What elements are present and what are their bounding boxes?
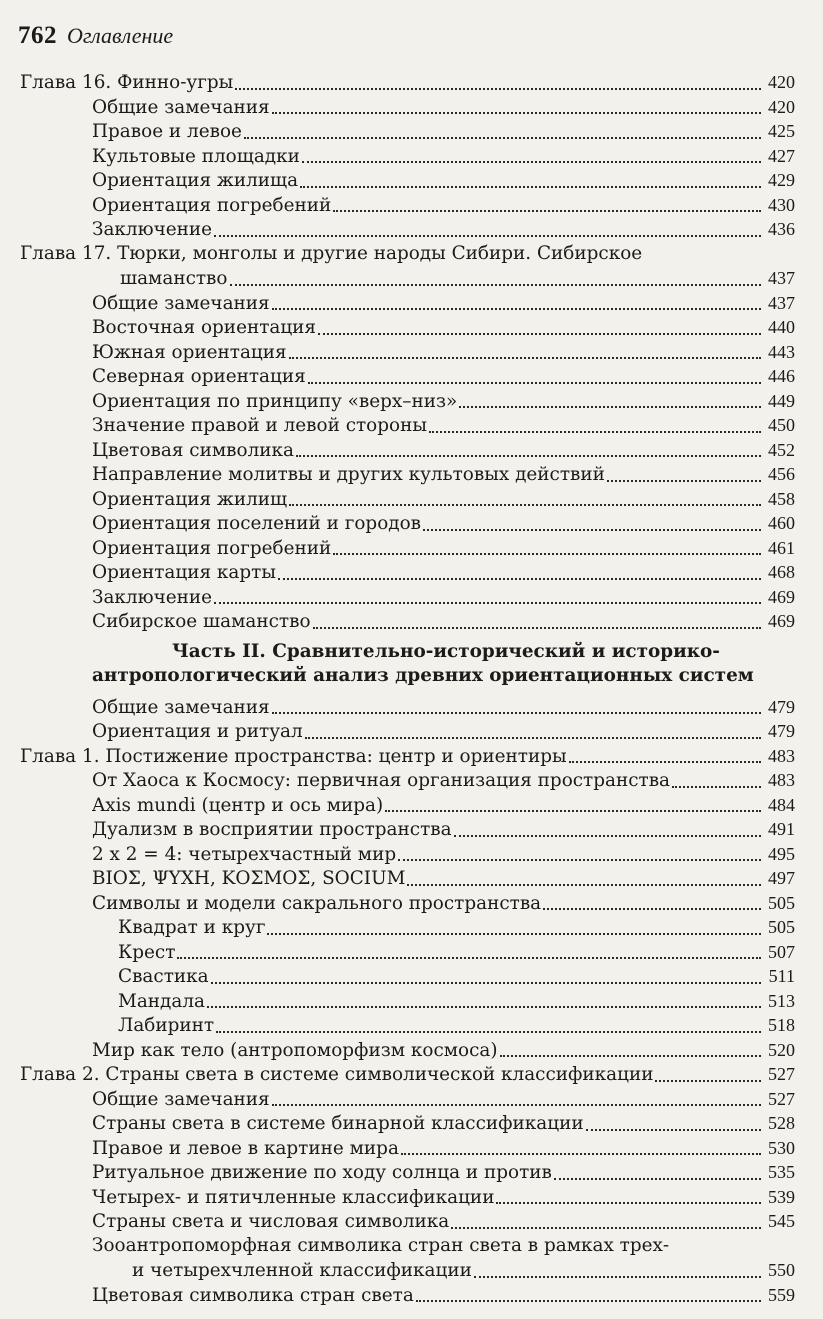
dot-leader — [216, 1031, 761, 1033]
toc-entry-title: Сибирское шаманство — [92, 611, 311, 632]
toc-entry-page: 425 — [768, 121, 795, 141]
toc-entry-title: Страны света и числовая символика — [92, 1211, 450, 1232]
toc-entry-title: Значение правой и левой стороны — [92, 415, 427, 436]
toc-entry-page: 443 — [768, 341, 795, 362]
dot-leader — [302, 161, 761, 163]
toc-entry-page: 559 — [768, 1284, 795, 1305]
toc-entry — [0, 768, 823, 793]
toc-entry-title: Культовые площадки — [92, 145, 300, 167]
dot-leader — [398, 859, 761, 861]
toc-entry — [0, 609, 823, 634]
toc-entry-page: 484 — [768, 794, 795, 815]
toc-entry-title: Северная ориентация — [92, 366, 306, 387]
toc-entry — [0, 364, 823, 389]
toc-entry — [0, 585, 823, 610]
toc-chapter-17-line2 — [0, 266, 823, 291]
page-number: 762 — [18, 22, 57, 49]
toc-part-heading-line1 — [0, 640, 823, 665]
toc-entry-title: Дуализм в восприятии пространства — [92, 819, 452, 840]
toc-entry — [0, 1160, 823, 1185]
toc-entry-title: Ритуальное движение по ходу солнца и против — [92, 1162, 552, 1183]
toc-entry — [0, 793, 823, 818]
toc-entry-page: 430 — [768, 194, 795, 215]
toc-entry-title: Символы и модели сакрального пространства — [92, 892, 542, 914]
dot-leader — [607, 480, 761, 482]
toc-entry-title: От Хаоса к Космосу: первичная организация пространства — [92, 770, 671, 791]
dot-leader — [423, 529, 761, 531]
toc-subentry — [0, 940, 823, 965]
toc-entry-title: Мандала — [118, 990, 205, 1012]
toc-subentry — [0, 1013, 823, 1038]
toc-entry-page: 545 — [768, 1211, 795, 1231]
dot-leader — [401, 1153, 761, 1155]
toc-entry-title: Ориентация жилища — [92, 170, 299, 191]
dot-leader — [500, 1055, 761, 1057]
dot-leader — [429, 431, 761, 433]
toc-entry-page: 429 — [768, 170, 795, 190]
toc-entry-page: 520 — [768, 1039, 795, 1060]
toc-entry — [0, 144, 823, 169]
toc-entry-title: Глава 17. Тюрки, монголы и другие народы Сибири. Сибирское — [20, 242, 643, 264]
toc-entry-page: 450 — [768, 415, 795, 435]
toc-entry-title: Цветовая символика — [92, 439, 294, 461]
dot-leader — [272, 112, 761, 114]
toc-entry-page: 440 — [768, 317, 795, 337]
dot-leader — [451, 1227, 761, 1229]
toc-entry-page: 420 — [768, 96, 795, 117]
toc-chapter-16 — [0, 70, 823, 95]
dot-leader — [543, 908, 761, 910]
toc-entry-title: Глава 2. Страны света в системе символической классификации — [20, 1064, 654, 1085]
dot-leader — [308, 382, 761, 384]
toc-entry-page: 535 — [768, 1162, 795, 1182]
toc-entry — [0, 536, 823, 561]
toc-chapter-17-line1 — [0, 242, 823, 267]
toc-entry — [0, 487, 823, 512]
toc-entry-title: Общие замечания — [92, 292, 270, 314]
dot-leader — [300, 186, 761, 188]
dot-leader — [496, 1202, 761, 1204]
toc-entry-page: 469 — [768, 586, 795, 607]
toc-entry-page: 449 — [768, 390, 795, 411]
toc-entry-page: 495 — [768, 843, 795, 864]
toc-entry-title: Лабиринт — [118, 1015, 215, 1036]
dot-leader — [244, 137, 761, 139]
toc-entry-page: 427 — [768, 145, 795, 166]
toc-entry — [0, 1209, 823, 1234]
toc-entry — [0, 193, 823, 218]
toc-entry-page: 436 — [768, 219, 795, 239]
dot-leader — [554, 1178, 761, 1180]
toc-entry-page: 527 — [768, 1088, 795, 1109]
toc-entry — [0, 842, 823, 867]
toc-entry-title: Ориентация и ритуал — [92, 721, 303, 742]
toc-entry-page: 513 — [768, 990, 795, 1011]
toc-entry — [0, 340, 823, 365]
toc-entry-page: 530 — [768, 1137, 795, 1158]
toc-entry-title: Заключение — [92, 219, 213, 240]
toc-entry-title: Общие замечания — [92, 96, 270, 118]
dot-leader — [289, 357, 761, 359]
toc-entry-title: Общие замечания — [92, 1088, 270, 1110]
dot-leader — [296, 455, 761, 457]
toc-entry — [0, 719, 823, 744]
dot-leader — [272, 1104, 761, 1106]
toc-entry-title: Ориентация погребений — [92, 537, 332, 559]
dot-leader — [474, 1276, 761, 1278]
toc-entry-title: Глава 16. Финно-угры — [20, 72, 234, 93]
part-title: Часть II. Сравнительно-исторический и историко- — [172, 640, 720, 662]
toc-entry — [0, 217, 823, 242]
dot-leader — [318, 333, 761, 335]
toc-entry — [0, 413, 823, 438]
dot-leader — [333, 553, 761, 555]
toc-entry-title: Четырех- и пятичленные классификации — [92, 1186, 495, 1208]
toc-entry-title: Правое и левое в картине мира — [92, 1137, 399, 1159]
dot-leader — [655, 1080, 761, 1082]
toc-entry-title: Глава 1. Постижение пространства: центр и ориентиры — [20, 745, 567, 767]
dot-leader — [278, 578, 761, 580]
toc-entry — [0, 462, 823, 487]
toc-entry-page: 469 — [768, 611, 795, 631]
toc-entry-page: 468 — [768, 562, 795, 582]
dot-leader — [289, 504, 761, 506]
toc-subentry — [0, 915, 823, 940]
toc-entry — [0, 695, 823, 720]
toc-entry-title: Свастика — [118, 966, 209, 987]
dot-leader — [272, 308, 761, 310]
dot-leader — [459, 406, 761, 408]
toc-entry-title: Восточная ориентация — [92, 317, 317, 338]
toc-entry-page: 420 — [768, 72, 795, 92]
toc-entry-page: 483 — [768, 770, 795, 790]
toc-entry-title: Направление молитвы и других культовых действий — [92, 464, 605, 485]
toc-entry-page: 461 — [768, 537, 795, 558]
toc-entry-title: Ориентация по принципу «верх–низ» — [92, 390, 458, 412]
toc-entry-page: 483 — [768, 745, 795, 766]
dot-leader — [672, 786, 761, 788]
toc-entry — [0, 817, 823, 842]
toc-entry — [0, 1087, 823, 1112]
part-title: антропологический анализ древних ориентационных систем — [92, 665, 754, 686]
toc-part-heading-line2 — [0, 664, 823, 689]
toc-entry-title: Ориентация жилищ — [92, 488, 288, 510]
toc-entry-page: 446 — [768, 366, 795, 386]
page-header — [18, 22, 173, 62]
dot-leader — [586, 1129, 761, 1131]
toc-entry — [0, 511, 823, 536]
toc-entry-title: Общие замечания — [92, 696, 270, 718]
toc-entry-title: Зооантропоморфная символика стран света в рамках трех- — [92, 1234, 670, 1256]
dot-leader — [569, 761, 761, 763]
toc-entry — [0, 291, 823, 316]
running-title: Оглавление — [67, 23, 174, 48]
toc-entry-page: 505 — [768, 892, 795, 913]
toc-entry-title: Мир как тело (антропоморфизм космоса) — [92, 1039, 498, 1061]
toc-entry-page: 456 — [768, 464, 795, 484]
toc-entry-title: ΒΙΟΣ, ΨΥΧΗ, ΚΟΣΜΟΣ, SOCIUM — [92, 868, 406, 889]
toc-entry — [0, 1111, 823, 1136]
toc-entry-title: Заключение — [92, 586, 213, 608]
dot-leader — [230, 284, 762, 286]
toc-entry-multiline-1 — [0, 1234, 823, 1259]
toc-entry-page: 527 — [768, 1064, 795, 1084]
dot-leader — [211, 982, 761, 984]
toc-entry-page: 511 — [768, 966, 795, 986]
toc-entry-page: 458 — [768, 488, 795, 509]
toc-entry-multiline-2 — [0, 1258, 823, 1283]
toc-entry-page: 479 — [768, 721, 795, 741]
toc-subentry — [0, 989, 823, 1014]
toc-entry-title: и четырехчленной классификации — [132, 1260, 472, 1281]
toc-entry-title: Квадрат и круг — [118, 917, 266, 938]
table-of-contents — [0, 70, 823, 1307]
toc-entry-page: 550 — [768, 1260, 795, 1280]
dot-leader — [177, 957, 761, 959]
dot-leader — [407, 884, 761, 886]
toc-entry-title: шаманство — [120, 268, 228, 289]
toc-chapter-1 — [0, 744, 823, 769]
dot-leader — [272, 712, 761, 714]
toc-entry-title: Южная ориентация — [92, 341, 287, 363]
toc-entry — [0, 438, 823, 463]
toc-entry-page: 479 — [768, 696, 795, 717]
dot-leader — [214, 602, 761, 604]
dot-leader — [313, 627, 761, 629]
toc-entry — [0, 866, 823, 891]
toc-entry-title: Ориентация поселений и городов — [92, 513, 422, 534]
toc-entry — [0, 389, 823, 414]
toc-entry-page: 491 — [768, 819, 795, 839]
toc-subentry — [0, 964, 823, 989]
toc-entry-page: 507 — [768, 941, 795, 962]
toc-entry — [0, 315, 823, 340]
toc-chapter-2 — [0, 1062, 823, 1087]
toc-entry — [0, 95, 823, 120]
toc-entry — [0, 1283, 823, 1308]
dot-leader — [333, 210, 761, 212]
toc-entry-title: Правое и левое — [92, 121, 242, 142]
toc-entry — [0, 119, 823, 144]
dot-leader — [235, 88, 761, 90]
dot-leader — [207, 1006, 761, 1008]
toc-entry-page: 437 — [768, 292, 795, 313]
toc-entry-title: Ориентация карты — [92, 562, 276, 583]
dot-leader — [385, 810, 761, 812]
toc-entry-title: 2 х 2 = 4: четырехчастный мир — [92, 843, 397, 865]
toc-entry-page: 460 — [768, 513, 795, 533]
toc-entry-page: 452 — [768, 439, 795, 460]
toc-entry — [0, 560, 823, 585]
toc-entry-page: 505 — [768, 917, 795, 937]
toc-entry-title: Крест — [118, 941, 176, 963]
dot-leader — [305, 737, 761, 739]
dot-leader — [267, 933, 761, 935]
toc-entry — [0, 1185, 823, 1210]
toc-entry-title: Axis mundi (центр и ось мира) — [92, 794, 384, 816]
dot-leader — [454, 835, 761, 837]
toc-entry-page: 539 — [768, 1186, 795, 1207]
toc-entry-page: 528 — [768, 1113, 795, 1133]
toc-entry — [0, 168, 823, 193]
toc-entry — [0, 1038, 823, 1063]
toc-entry — [0, 1136, 823, 1161]
toc-entry-page: 437 — [768, 268, 795, 288]
toc-entry-title: Цветовая символика стран света — [92, 1284, 414, 1306]
toc-entry-page: 518 — [768, 1015, 795, 1035]
toc-entry-page: 497 — [768, 868, 795, 888]
dot-leader — [214, 235, 761, 237]
dot-leader — [416, 1300, 761, 1302]
toc-entry-title: Страны света в системе бинарной классификации — [92, 1113, 584, 1134]
toc-entry — [0, 891, 823, 916]
toc-entry-title: Ориентация погребений — [92, 194, 332, 216]
